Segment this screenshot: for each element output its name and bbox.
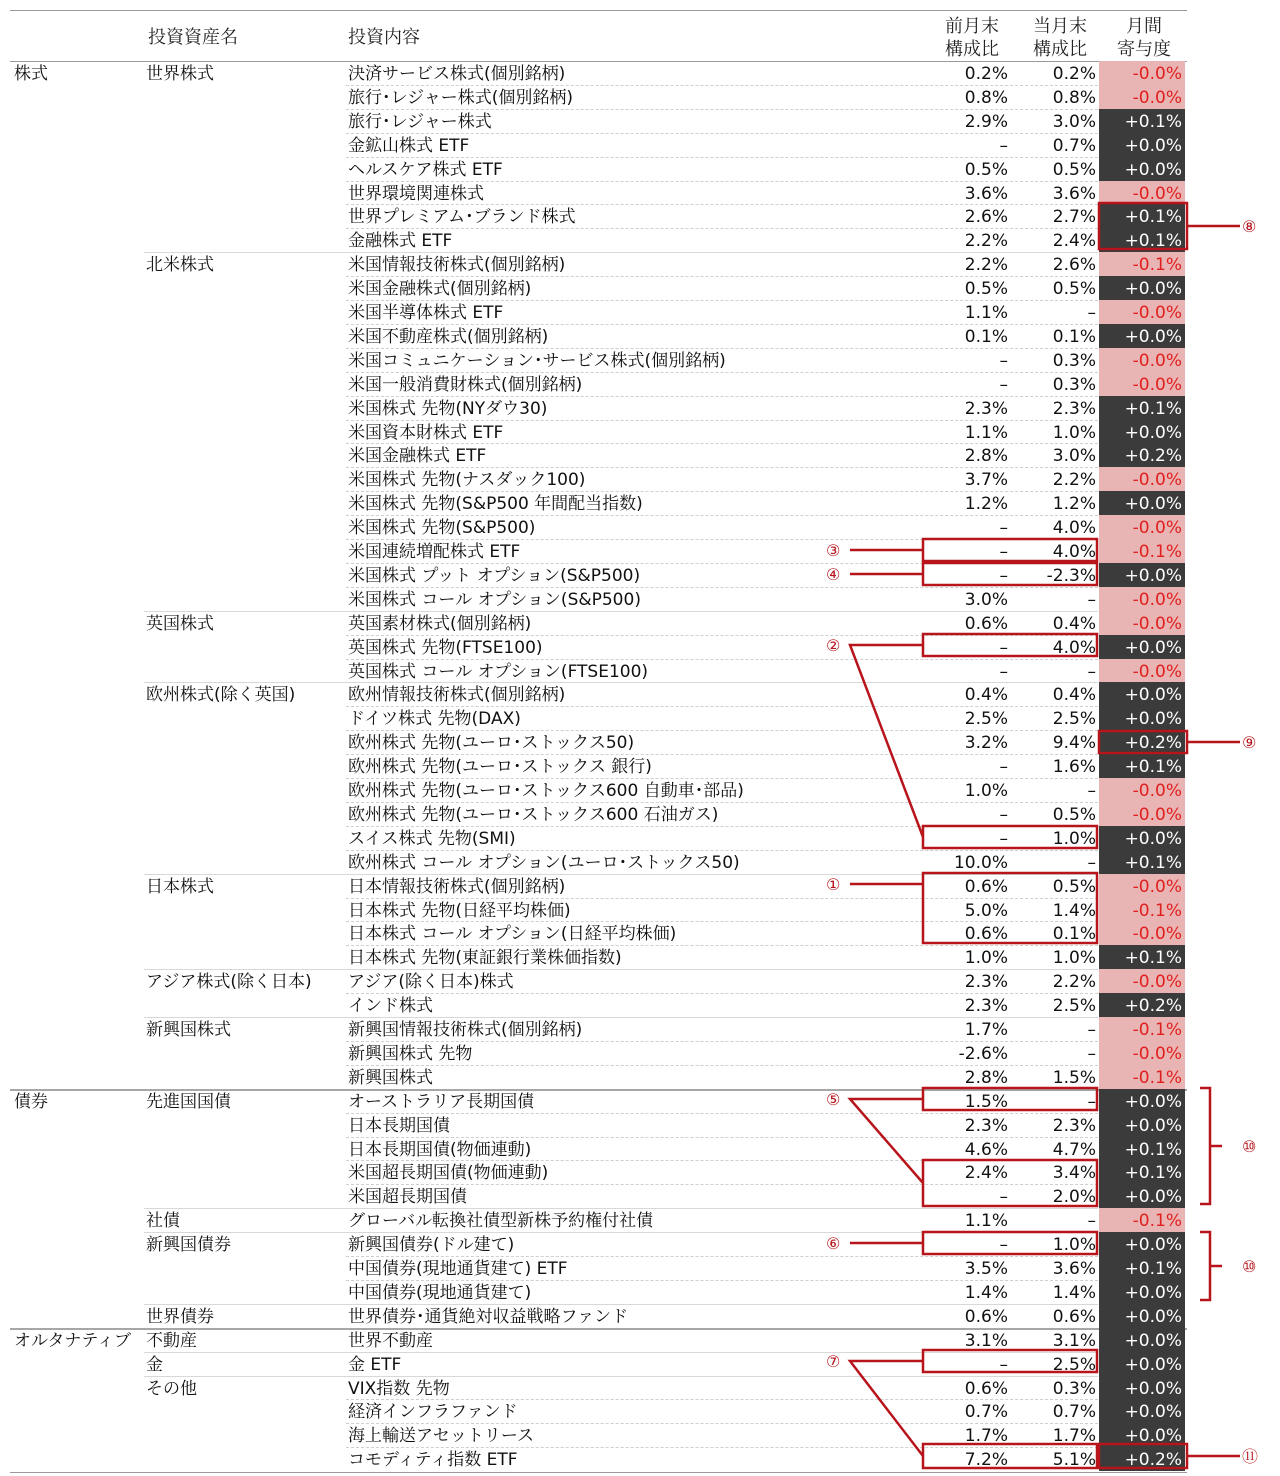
monthly-contribution: +0.0% <box>1099 1089 1185 1113</box>
header-investment-detail: 投資内容 <box>348 27 420 48</box>
annotation-marker-10a: ⑩ <box>1242 1137 1257 1156</box>
monthly-contribution: +0.0% <box>1099 563 1185 587</box>
monthly-contribution: -0.0% <box>1099 1041 1185 1065</box>
investment-name: 日本株式 先物(日経平均株価) <box>348 900 571 921</box>
investment-name: 海上輸送アセットリース <box>348 1426 534 1447</box>
current-month-weight: 0.3% <box>1052 350 1096 371</box>
prev-month-weight: 0.1% <box>964 326 1008 347</box>
prev-month-weight: 2.4% <box>964 1163 1008 1184</box>
investment-name: 新興国株式 <box>348 1067 433 1088</box>
current-month-weight: 3.6% <box>1052 1259 1096 1279</box>
investment-name: VIX指数 先物 <box>348 1378 450 1399</box>
current-month-weight: 1.6% <box>1052 757 1096 778</box>
current-month-weight: 1.5% <box>1052 1067 1096 1088</box>
prev-month-weight: 0.6% <box>964 1306 1008 1327</box>
prev-month-weight: 2.3% <box>964 996 1008 1017</box>
asset-subcategory: 欧州株式(除く英国) <box>146 685 296 706</box>
current-month-weight: 0.4% <box>1052 685 1096 706</box>
investment-name: 決済サービス株式(個別銘柄) <box>348 64 566 84</box>
annotation-marker-1: ① <box>826 875 841 894</box>
asset-subcategory: 英国株式 <box>146 613 214 634</box>
annotation-marker-8: ⑧ <box>1242 217 1257 236</box>
prev-month-weight: 2.3% <box>964 398 1008 419</box>
annotation-marker-7: ⑦ <box>826 1352 841 1371</box>
monthly-contribution: -0.0% <box>1099 587 1185 611</box>
prev-month-weight: 0.8% <box>964 87 1008 108</box>
investment-name: 英国株式 先物(FTSE100) <box>348 637 543 658</box>
current-month-weight: 2.6% <box>1052 255 1096 276</box>
investment-name: 世界不動産 <box>348 1330 433 1351</box>
prev-month-weight: 7.2% <box>964 1450 1008 1471</box>
investment-name: 新興国情報技術株式(個別銘柄) <box>348 1020 583 1040</box>
prev-month-weight: 1.0% <box>964 781 1008 801</box>
investment-name: 中国債券(現地通貨建て) ETF <box>348 1259 568 1279</box>
prev-month-weight: 1.1% <box>964 1211 1008 1232</box>
current-month-weight: – <box>1087 1020 1096 1040</box>
monthly-contribution: -0.0% <box>1099 778 1185 802</box>
monthly-contribution: -0.1% <box>1099 1017 1185 1041</box>
monthly-contribution: +0.1% <box>1099 204 1185 228</box>
annotation-marker-4: ④ <box>826 565 841 584</box>
investment-name: 日本情報技術株式(個別銘柄) <box>348 876 566 897</box>
current-month-weight: – <box>1087 852 1096 873</box>
prev-month-weight: – <box>999 828 1008 849</box>
prev-month-weight: 1.1% <box>964 303 1008 323</box>
investment-name: 金鉱山株式 ETF <box>348 135 470 156</box>
current-month-weight: 4.0% <box>1052 542 1096 562</box>
prev-month-weight: 0.4% <box>964 685 1008 706</box>
investment-name: 英国株式 コール オプション(FTSE100) <box>348 661 649 682</box>
monthly-contribution: -0.0% <box>1099 874 1185 898</box>
current-month-weight: 1.0% <box>1052 828 1096 849</box>
current-month-weight: 1.2% <box>1052 494 1096 515</box>
investment-name: グローバル転換社債型新株予約権付社債 <box>348 1211 654 1232</box>
monthly-contribution: +0.0% <box>1099 133 1185 157</box>
monthly-contribution: +0.0% <box>1099 682 1185 706</box>
monthly-contribution: +0.2% <box>1099 993 1185 1017</box>
annotation-marker-3: ③ <box>826 541 841 560</box>
monthly-contribution: -0.0% <box>1099 611 1185 635</box>
prev-month-weight: – <box>999 637 1008 658</box>
prev-month-weight: 2.8% <box>964 446 1008 467</box>
prev-month-weight: 0.5% <box>964 279 1008 300</box>
monthly-contribution: +0.1% <box>1099 396 1185 420</box>
prev-month-weight: 2.9% <box>964 111 1008 132</box>
current-month-weight: 0.5% <box>1052 279 1096 300</box>
prev-month-weight: – <box>999 374 1008 395</box>
investment-name: 米国情報技術株式(個別銘柄) <box>348 255 566 276</box>
current-month-weight: 1.4% <box>1052 1282 1096 1303</box>
current-month-weight: -2.3% <box>1046 565 1096 586</box>
annotation-bracket-10b <box>1200 1232 1210 1300</box>
monthly-contribution: +0.0% <box>1099 491 1185 515</box>
annotation-marker-10b: ⑩ <box>1242 1257 1257 1276</box>
current-month-weight: – <box>1087 1043 1096 1064</box>
monthly-contribution: +0.0% <box>1099 1232 1185 1256</box>
asset-subcategory: 世界株式 <box>146 64 214 84</box>
monthly-contribution: +0.0% <box>1099 324 1185 348</box>
header-prev-line1: 前月末 <box>945 16 999 37</box>
monthly-contribution: -0.1% <box>1099 1065 1185 1089</box>
current-month-weight: 2.3% <box>1052 1115 1096 1136</box>
prev-month-weight: 1.0% <box>964 948 1008 969</box>
investment-name: 米国株式 プット オプション(S&P500) <box>348 565 641 586</box>
investment-name: 金融株式 ETF <box>348 231 453 252</box>
monthly-contribution: -0.1% <box>1099 1208 1185 1232</box>
investment-name: 世界債券･通貨絶対収益戦略ファンド <box>348 1306 629 1327</box>
current-month-weight: 1.4% <box>1052 900 1096 921</box>
investment-name: 新興国債券(ドル建て) <box>348 1235 515 1256</box>
current-month-weight: 0.3% <box>1052 374 1096 395</box>
investment-name: 欧州情報技術株式(個別銘柄) <box>348 685 566 706</box>
asset-subcategory: アジア株式(除く日本) <box>146 972 312 993</box>
annotation-line-2 <box>850 645 923 837</box>
prev-month-weight: 1.2% <box>964 494 1008 515</box>
header-contrib-line2: 寄与度 <box>1117 39 1171 60</box>
current-month-weight: 0.6% <box>1052 1306 1096 1327</box>
investment-name: 中国債券(現地通貨建て) <box>348 1282 532 1303</box>
annotation-marker-5: ⑤ <box>826 1090 841 1109</box>
asset-subcategory: 社債 <box>146 1211 180 1232</box>
investment-name: 日本長期国債 <box>348 1115 450 1136</box>
prev-month-weight: 3.7% <box>964 470 1008 491</box>
current-month-weight: 2.0% <box>1052 1187 1096 1208</box>
monthly-contribution: -0.1% <box>1099 898 1185 922</box>
current-month-weight: 3.0% <box>1052 111 1096 132</box>
investment-name: 米国不動産株式(個別銘柄) <box>348 326 549 347</box>
current-month-weight: – <box>1087 589 1096 610</box>
current-month-weight: 1.0% <box>1052 422 1096 443</box>
investment-name: 米国金融株式 ETF <box>348 446 487 467</box>
monthly-contribution: +0.1% <box>1099 228 1185 252</box>
investment-name: 英国素材株式(個別銘柄) <box>348 613 532 634</box>
monthly-contribution: -0.0% <box>1099 372 1185 396</box>
investment-name: 新興国株式 先物 <box>348 1043 473 1064</box>
investment-name: ヘルスケア株式 ETF <box>348 159 503 180</box>
current-month-weight: 1.7% <box>1052 1426 1096 1447</box>
prev-month-weight: 0.2% <box>964 64 1008 84</box>
investment-name: 米国連続増配株式 ETF <box>348 542 521 562</box>
monthly-contribution: +0.1% <box>1099 1256 1185 1280</box>
monthly-contribution: +0.0% <box>1099 1399 1185 1423</box>
investment-name: 米国超長期国債(物価連動) <box>348 1163 549 1184</box>
annotation-box-5b <box>923 1160 1097 1206</box>
investment-name: 米国株式 先物(NYダウ30) <box>348 398 548 419</box>
prev-month-weight: – <box>999 565 1008 586</box>
investment-name: 金 ETF <box>348 1354 402 1375</box>
investment-name: 日本株式 コール オプション(日経平均株価) <box>348 924 677 945</box>
monthly-contribution: +0.0% <box>1099 706 1185 730</box>
current-month-weight: 2.5% <box>1052 1354 1096 1375</box>
prev-month-weight: – <box>999 350 1008 371</box>
investment-name: 世界環境関連株式 <box>348 183 484 204</box>
annotation-line-7 <box>850 1361 923 1456</box>
investment-name: 欧州株式 先物(ユーロ･ストックス600 石油ガス) <box>348 804 719 825</box>
investment-name: 米国資本財株式 ETF <box>348 422 504 443</box>
prev-month-weight: 2.3% <box>964 972 1008 993</box>
prev-month-weight: 2.6% <box>964 207 1008 228</box>
current-month-weight: – <box>1087 303 1096 323</box>
investment-name: コモディティ指数 ETF <box>348 1450 518 1471</box>
investment-name: 米国株式 先物(ナスダック100) <box>348 470 586 491</box>
current-month-weight: 2.2% <box>1052 972 1096 993</box>
prev-month-weight: 0.6% <box>964 876 1008 897</box>
annotation-bracket-10a <box>1200 1088 1210 1204</box>
current-month-weight: 4.0% <box>1052 637 1096 658</box>
monthly-contribution: +0.1% <box>1099 1137 1185 1161</box>
investment-name: 経済インフラファンド <box>348 1402 518 1423</box>
prev-month-weight: -2.6% <box>958 1043 1008 1064</box>
current-month-weight: 2.5% <box>1052 996 1096 1017</box>
current-month-weight: 3.6% <box>1052 183 1096 204</box>
monthly-contribution: +0.0% <box>1099 420 1185 444</box>
monthly-contribution: +0.0% <box>1099 635 1185 659</box>
current-month-weight: – <box>1087 661 1096 682</box>
current-month-weight: 0.8% <box>1052 87 1096 108</box>
asset-category: 債券 <box>14 1091 48 1112</box>
prev-month-weight: 1.7% <box>964 1020 1008 1040</box>
annotation-marker-2: ② <box>826 636 841 655</box>
monthly-contribution: -0.0% <box>1099 969 1185 993</box>
current-month-weight: – <box>1087 781 1096 801</box>
monthly-contribution: -0.0% <box>1099 61 1185 85</box>
prev-month-weight: 3.0% <box>964 589 1008 610</box>
header-cur-line1: 当月末 <box>1033 16 1087 37</box>
prev-month-weight: 4.6% <box>964 1139 1008 1160</box>
prev-month-weight: – <box>999 518 1008 539</box>
monthly-contribution: +0.0% <box>1099 1113 1185 1137</box>
investment-name: 米国一般消費財株式(個別銘柄) <box>348 374 583 395</box>
prev-month-weight: 2.2% <box>964 255 1008 276</box>
prev-month-weight: 1.1% <box>964 422 1008 443</box>
asset-subcategory: 日本株式 <box>146 876 214 897</box>
annotation-marker-11: ⑪ <box>1242 1447 1259 1466</box>
asset-subcategory: 不動産 <box>146 1330 197 1351</box>
prev-month-weight: 2.5% <box>964 709 1008 730</box>
current-month-weight: 3.1% <box>1052 1330 1096 1351</box>
investment-name: 欧州株式 先物(ユーロ･ストックス50) <box>348 733 635 754</box>
current-month-weight: 0.4% <box>1052 613 1096 634</box>
prev-month-weight: 2.8% <box>964 1067 1008 1088</box>
investment-name: 米国株式 コール オプション(S&P500) <box>348 589 641 610</box>
asset-subcategory: 世界債券 <box>146 1306 214 1327</box>
investment-name: 日本長期国債(物価連動) <box>348 1139 532 1160</box>
prev-month-weight: 0.6% <box>964 924 1008 945</box>
monthly-contribution: +0.1% <box>1099 1160 1185 1184</box>
current-month-weight: 1.0% <box>1052 948 1096 969</box>
monthly-contribution: +0.0% <box>1099 826 1185 850</box>
current-month-weight: 2.2% <box>1052 470 1096 491</box>
annotation-box-11 <box>1099 1444 1187 1468</box>
current-month-weight: 9.4% <box>1052 733 1096 754</box>
monthly-contribution: -0.0% <box>1099 85 1185 109</box>
current-month-weight: 5.1% <box>1052 1450 1096 1471</box>
investment-name: 欧州株式 コール オプション(ユーロ･ストックス50) <box>348 852 740 873</box>
current-month-weight: 4.0% <box>1052 518 1096 539</box>
current-month-weight: 0.1% <box>1052 326 1096 347</box>
monthly-contribution: -0.0% <box>1099 300 1185 324</box>
prev-month-weight: 0.6% <box>964 613 1008 634</box>
current-month-weight: 2.7% <box>1052 207 1096 228</box>
annotation-box-1 <box>923 873 1097 943</box>
current-month-weight: 2.5% <box>1052 709 1096 730</box>
asset-category: オルタナティブ <box>14 1330 131 1351</box>
investment-name: 旅行･レジャー株式(個別銘柄) <box>348 87 573 108</box>
investment-name: 米国超長期国債 <box>348 1187 467 1208</box>
asset-subcategory: 金 <box>146 1354 163 1375</box>
prev-month-weight: – <box>999 1235 1008 1256</box>
prev-month-weight: 3.5% <box>964 1259 1008 1279</box>
header-cur-line2: 構成比 <box>1033 39 1087 60</box>
annotation-marker-6: ⑥ <box>826 1234 841 1253</box>
monthly-contribution: +0.0% <box>1099 1352 1185 1376</box>
investment-name: スイス株式 先物(SMI) <box>348 828 516 849</box>
prev-month-weight: – <box>999 542 1008 562</box>
prev-month-weight: – <box>999 1187 1008 1208</box>
current-month-weight: – <box>1087 1211 1096 1232</box>
current-month-weight: 0.1% <box>1052 924 1096 945</box>
current-month-weight: – <box>1087 1091 1096 1112</box>
investment-name: 米国コミュニケーション･サービス株式(個別銘柄) <box>348 350 726 371</box>
investment-name: 米国金融株式(個別銘柄) <box>348 279 532 300</box>
monthly-contribution: +0.0% <box>1099 276 1185 300</box>
monthly-contribution: -0.1% <box>1099 539 1185 563</box>
prev-month-weight: 1.4% <box>964 1282 1008 1303</box>
monthly-contribution: +0.1% <box>1099 109 1185 133</box>
current-month-weight: 1.0% <box>1052 1235 1096 1256</box>
monthly-contribution: +0.0% <box>1099 1280 1185 1304</box>
investment-name: ドイツ株式 先物(DAX) <box>348 709 521 730</box>
asset-category: 株式 <box>14 64 48 84</box>
prev-month-weight: 0.5% <box>964 159 1008 180</box>
investment-name: 旅行･レジャー株式 <box>348 111 492 132</box>
monthly-contribution: -0.0% <box>1099 348 1185 372</box>
monthly-contribution: +0.1% <box>1099 850 1185 874</box>
asset-subcategory: 新興国債券 <box>146 1235 231 1256</box>
asset-subcategory: 新興国株式 <box>146 1020 231 1040</box>
annotation-box-7a <box>923 1350 1097 1372</box>
current-month-weight: 0.7% <box>1052 1402 1096 1423</box>
current-month-weight: 3.0% <box>1052 446 1096 467</box>
investment-name: 米国株式 先物(S&P500 年間配当指数) <box>348 494 643 515</box>
annotation-box-5a <box>923 1088 1097 1110</box>
monthly-contribution: +0.0% <box>1099 1184 1185 1208</box>
investment-name: 欧州株式 先物(ユーロ･ストックス600 自動車･部品) <box>348 781 744 801</box>
monthly-contribution: -0.0% <box>1099 515 1185 539</box>
monthly-contribution: +0.0% <box>1099 157 1185 181</box>
prev-month-weight: 2.2% <box>964 231 1008 252</box>
prev-month-weight: 0.6% <box>964 1378 1008 1399</box>
monthly-contribution: +0.0% <box>1099 1423 1185 1447</box>
annotation-box-7b <box>923 1444 1097 1468</box>
investment-name: 米国株式 先物(S&P500) <box>348 518 536 539</box>
monthly-contribution: +0.0% <box>1099 1304 1185 1328</box>
prev-month-weight: – <box>999 757 1008 778</box>
prev-month-weight: 10.0% <box>953 852 1008 873</box>
prev-month-weight: 3.6% <box>964 183 1008 204</box>
current-month-weight: 2.3% <box>1052 398 1096 419</box>
investment-name: 世界プレミアム･ブランド株式 <box>348 207 576 228</box>
monthly-contribution: +0.2% <box>1099 730 1185 754</box>
annotation-box-8 <box>1099 203 1187 249</box>
current-month-weight: 3.4% <box>1052 1163 1096 1184</box>
monthly-contribution: -0.0% <box>1099 659 1185 683</box>
monthly-contribution: -0.0% <box>1099 802 1185 826</box>
current-month-weight: 0.3% <box>1052 1378 1096 1399</box>
monthly-contribution: +0.1% <box>1099 945 1185 969</box>
prev-month-weight: – <box>999 135 1008 156</box>
prev-month-weight: 2.3% <box>964 1115 1008 1136</box>
prev-month-weight: – <box>999 804 1008 825</box>
monthly-contribution: +0.2% <box>1099 1447 1185 1471</box>
monthly-contribution: -0.0% <box>1099 181 1185 205</box>
prev-month-weight: – <box>999 1354 1008 1375</box>
monthly-contribution: -0.0% <box>1099 921 1185 945</box>
investment-name: インド株式 <box>348 996 433 1017</box>
annotation-box-9 <box>1099 731 1187 753</box>
monthly-contribution: +0.1% <box>1099 754 1185 778</box>
prev-month-weight: 5.0% <box>964 900 1008 921</box>
monthly-contribution: -0.0% <box>1099 467 1185 491</box>
prev-month-weight: 3.2% <box>964 733 1008 754</box>
asset-subcategory: 先進国国債 <box>146 1091 231 1112</box>
annotation-box-2b <box>923 826 1097 848</box>
current-month-weight: 0.2% <box>1052 64 1096 84</box>
monthly-contribution: +0.0% <box>1099 1376 1185 1400</box>
prev-month-weight: – <box>999 661 1008 682</box>
header-asset-name: 投資資産名 <box>148 27 238 48</box>
header-prev-line2: 構成比 <box>945 39 999 60</box>
prev-month-weight: 0.7% <box>964 1402 1008 1423</box>
annotation-box-4 <box>923 563 1097 585</box>
monthly-contribution: -0.1% <box>1099 252 1185 276</box>
current-month-weight: 0.5% <box>1052 159 1096 180</box>
investment-name: 日本株式 先物(東証銀行業株価指数) <box>348 948 622 969</box>
current-month-weight: 2.4% <box>1052 231 1096 252</box>
asset-subcategory: その他 <box>146 1378 197 1399</box>
investment-name: オーストラリア長期国債 <box>348 1091 535 1112</box>
annotation-line-5 <box>850 1099 923 1183</box>
annotation-marker-9: ⑨ <box>1242 733 1257 752</box>
current-month-weight: 0.5% <box>1052 876 1096 897</box>
investment-name: アジア(除く日本)株式 <box>348 972 514 993</box>
annotation-box-2a <box>923 634 1097 656</box>
current-month-weight: 0.7% <box>1052 135 1096 156</box>
prev-month-weight: 1.7% <box>964 1426 1008 1447</box>
monthly-contribution: +0.2% <box>1099 443 1185 467</box>
prev-month-weight: 1.5% <box>964 1091 1008 1112</box>
current-month-weight: 0.5% <box>1052 804 1096 825</box>
investment-name: 米国半導体株式 ETF <box>348 303 504 323</box>
annotation-box-3 <box>923 539 1097 561</box>
header-contrib-line1: 月間 <box>1126 16 1162 37</box>
asset-subcategory: 北米株式 <box>146 255 214 276</box>
current-month-weight: 4.7% <box>1052 1139 1096 1160</box>
monthly-contribution: +0.0% <box>1099 1328 1185 1352</box>
prev-month-weight: 3.1% <box>964 1330 1008 1351</box>
annotation-box-6 <box>923 1232 1097 1254</box>
investment-name: 欧州株式 先物(ユーロ･ストックス 銀行) <box>348 757 652 778</box>
